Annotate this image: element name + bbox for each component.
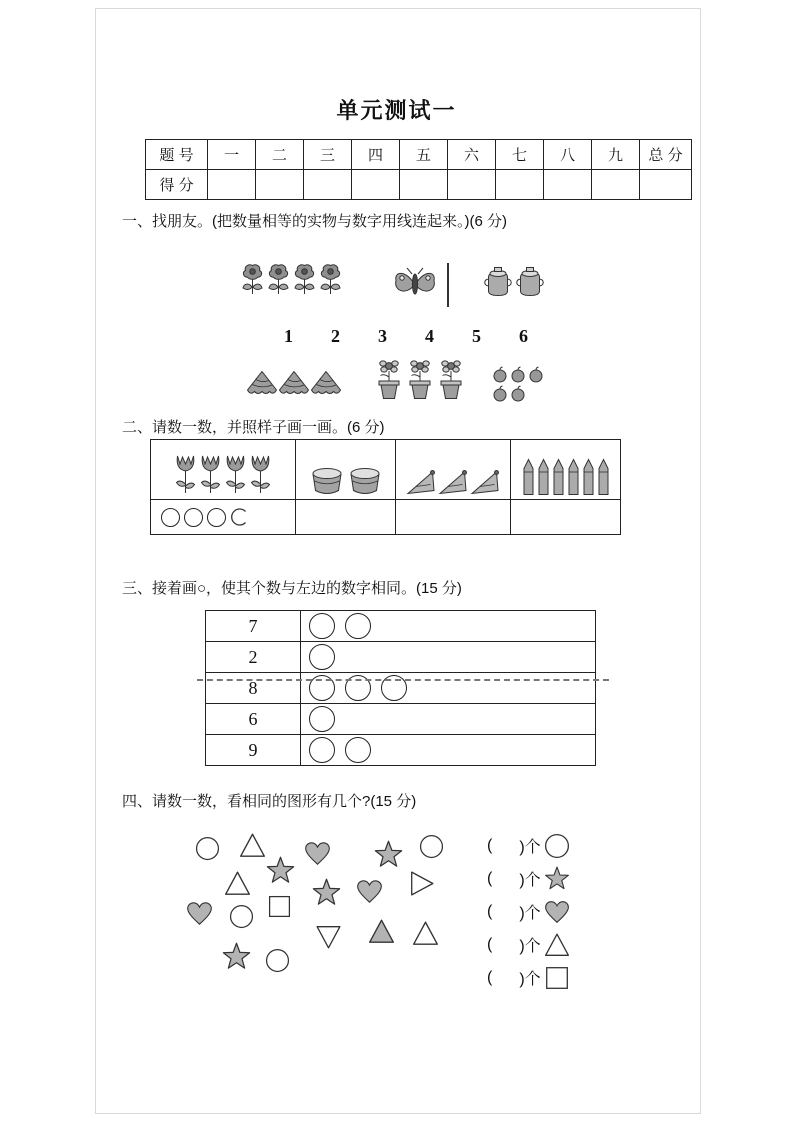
plums-icon <box>510 366 526 383</box>
star-shape <box>221 942 252 972</box>
target-number: 8 <box>206 673 301 704</box>
potted-flowers-group <box>374 358 466 400</box>
tulips-cell <box>151 440 296 500</box>
star-shape <box>311 878 342 908</box>
plums-group <box>492 366 550 402</box>
square-shape <box>267 894 292 919</box>
triangle-shape <box>223 870 252 897</box>
target-number: 9 <box>206 735 301 766</box>
score-col-5: 五 <box>400 140 448 170</box>
pictures-row <box>151 440 621 500</box>
drawing-row <box>151 500 621 535</box>
section3-heading: 三、接着画○，使其个数与左边的数字相同。(15 分) <box>122 580 462 597</box>
crayons-icon <box>522 458 535 496</box>
open-paren: ( <box>487 869 493 887</box>
example-circles <box>151 507 295 527</box>
roses-icon <box>266 264 291 296</box>
dumplings-group <box>246 370 342 397</box>
triangle-icon <box>544 932 570 958</box>
circle-row <box>206 735 596 766</box>
potted-flowers-icon <box>374 358 404 400</box>
star-shape <box>265 856 296 886</box>
open-paren: ( <box>487 968 493 986</box>
drawn-circle <box>309 737 335 763</box>
roses-icon <box>240 264 265 296</box>
tulips-icon <box>224 454 247 496</box>
heart-shape <box>303 840 332 867</box>
crayons-cell <box>511 440 621 500</box>
dumplings-icon <box>246 370 278 397</box>
draw-blank-cell <box>396 500 511 535</box>
crayons-icon <box>552 458 565 496</box>
score-blank-cell <box>640 170 692 200</box>
star-shape <box>373 840 404 870</box>
open-paren: ( <box>487 902 493 920</box>
circle-row <box>206 673 596 704</box>
score-blank-cell <box>448 170 496 200</box>
drums-icon <box>347 466 383 496</box>
score-blank-cell <box>208 170 256 200</box>
draw-area <box>301 642 596 673</box>
target-number: 7 <box>206 611 301 642</box>
drums-icon <box>309 466 345 496</box>
example-full-circles <box>161 508 226 527</box>
cones-icon <box>438 470 468 496</box>
tulips-icon <box>199 454 222 496</box>
close-paren-unit: )个 <box>519 839 541 856</box>
crayons-icon <box>537 458 550 496</box>
match-number: 1 <box>284 326 293 346</box>
triangle-shape <box>238 832 267 859</box>
heart-shape <box>355 878 384 905</box>
score-col-2: 二 <box>256 140 304 170</box>
answer-row-triangle <box>487 928 570 961</box>
heart-icon <box>544 899 570 925</box>
draw-blank-cell <box>296 500 396 535</box>
tulips-icon <box>249 454 272 496</box>
open-paren: ( <box>487 836 493 854</box>
answers-list <box>487 829 570 994</box>
example-cell <box>151 500 296 535</box>
heart-shape <box>185 900 214 927</box>
drawn-circle <box>161 508 180 527</box>
score-value-row <box>146 170 692 200</box>
draw-area <box>301 673 596 704</box>
butterfly-icon <box>391 266 439 304</box>
score-header-label: 题 号 <box>146 140 208 170</box>
potted-flowers-icon <box>405 358 435 400</box>
star-icon <box>544 866 570 892</box>
square-icon <box>544 965 570 991</box>
shape-scatter <box>183 826 463 984</box>
potted-flowers-icon <box>436 358 466 400</box>
draw-area <box>301 735 596 766</box>
jars-group <box>484 266 544 298</box>
draw-area <box>301 704 596 735</box>
match-number: 3 <box>378 326 387 346</box>
dashed-line <box>197 679 609 681</box>
score-row-label: 得 分 <box>146 170 208 200</box>
plums-icon <box>510 385 526 402</box>
section1-heading: 一、找朋友。(把数量相等的实物与数字用线连起来。)(6 分) <box>122 213 507 230</box>
jars-icon <box>516 266 544 298</box>
draw-blank-cell <box>511 500 621 535</box>
close-paren-unit: )个 <box>519 872 541 889</box>
match-number: 5 <box>472 326 481 346</box>
score-blank-cell <box>400 170 448 200</box>
close-paren-unit: )个 <box>519 938 541 955</box>
triangle-shape <box>367 918 396 945</box>
score-col-3: 三 <box>304 140 352 170</box>
score-table <box>145 139 692 200</box>
answer-row-star <box>487 862 570 895</box>
score-blank-cell <box>496 170 544 200</box>
drawn-circle <box>309 613 335 639</box>
drawn-circle <box>309 644 335 670</box>
draw-area <box>301 611 596 642</box>
circle-table <box>205 610 596 766</box>
score-col-8: 八 <box>544 140 592 170</box>
roses-icon <box>292 264 317 296</box>
plums-icon <box>492 385 508 402</box>
answer-row-circle <box>487 829 570 862</box>
target-number: 6 <box>206 704 301 735</box>
score-blank-cell <box>304 170 352 200</box>
dumplings-icon <box>310 370 342 397</box>
match-number: 2 <box>331 326 340 346</box>
open-paren: ( <box>487 935 493 953</box>
page-title: 单元测试一 <box>336 98 457 123</box>
circle-row <box>206 611 596 642</box>
crayons-icon <box>597 458 610 496</box>
partial-circle-icon <box>230 507 250 527</box>
circle-icon <box>544 833 570 859</box>
score-col-4: 四 <box>352 140 400 170</box>
score-blank-cell <box>256 170 304 200</box>
section4-heading: 四、请数一数，看相同的图形有几个?(15 分) <box>122 793 417 810</box>
roses-group <box>240 264 343 296</box>
drawn-circle <box>207 508 226 527</box>
dumplings-icon <box>278 370 310 397</box>
cones-cell <box>396 440 511 500</box>
score-col-6: 六 <box>448 140 496 170</box>
score-blank-cell <box>592 170 640 200</box>
answer-row-square <box>487 961 570 994</box>
circle-row <box>206 642 596 673</box>
circle-shape <box>195 836 220 861</box>
drums-cell <box>296 440 396 500</box>
drawn-circle <box>309 706 335 732</box>
drawn-circle <box>184 508 203 527</box>
triangle-shape <box>411 920 440 947</box>
triangle-right-shape <box>409 870 435 897</box>
score-col-9: 九 <box>592 140 640 170</box>
crayons-icon <box>582 458 595 496</box>
score-header-row <box>146 140 692 170</box>
cones-icon <box>406 470 436 496</box>
plums-icon <box>528 366 544 383</box>
circle-shape <box>419 834 444 859</box>
roses-icon <box>318 264 343 296</box>
cones-icon <box>470 470 500 496</box>
plums-icon <box>492 366 508 383</box>
circle-row <box>206 704 596 735</box>
tulips-icon <box>174 454 197 496</box>
answer-row-heart <box>487 895 570 928</box>
divider-line <box>447 263 449 307</box>
circle-shape <box>265 948 290 973</box>
match-number: 6 <box>519 326 528 346</box>
section2-heading: 二、请数一数，并照样子画一画。(6 分) <box>122 419 385 436</box>
close-paren-unit: )个 <box>519 971 541 988</box>
drawn-circle <box>345 737 371 763</box>
crayons-icon <box>567 458 580 496</box>
score-col-total: 总 分 <box>640 140 692 170</box>
target-number: 2 <box>206 642 301 673</box>
butterfly-group <box>391 266 439 304</box>
jars-icon <box>484 266 512 298</box>
score-col-7: 七 <box>496 140 544 170</box>
triangle-down-shape <box>315 924 342 950</box>
count-draw-table <box>150 439 621 535</box>
close-paren-unit: )个 <box>519 905 541 922</box>
circle-shape <box>229 904 254 929</box>
drawn-circle <box>345 613 371 639</box>
score-col-1: 一 <box>208 140 256 170</box>
score-blank-cell <box>544 170 592 200</box>
score-blank-cell <box>352 170 400 200</box>
match-number: 4 <box>425 326 434 346</box>
number-row <box>284 326 528 347</box>
